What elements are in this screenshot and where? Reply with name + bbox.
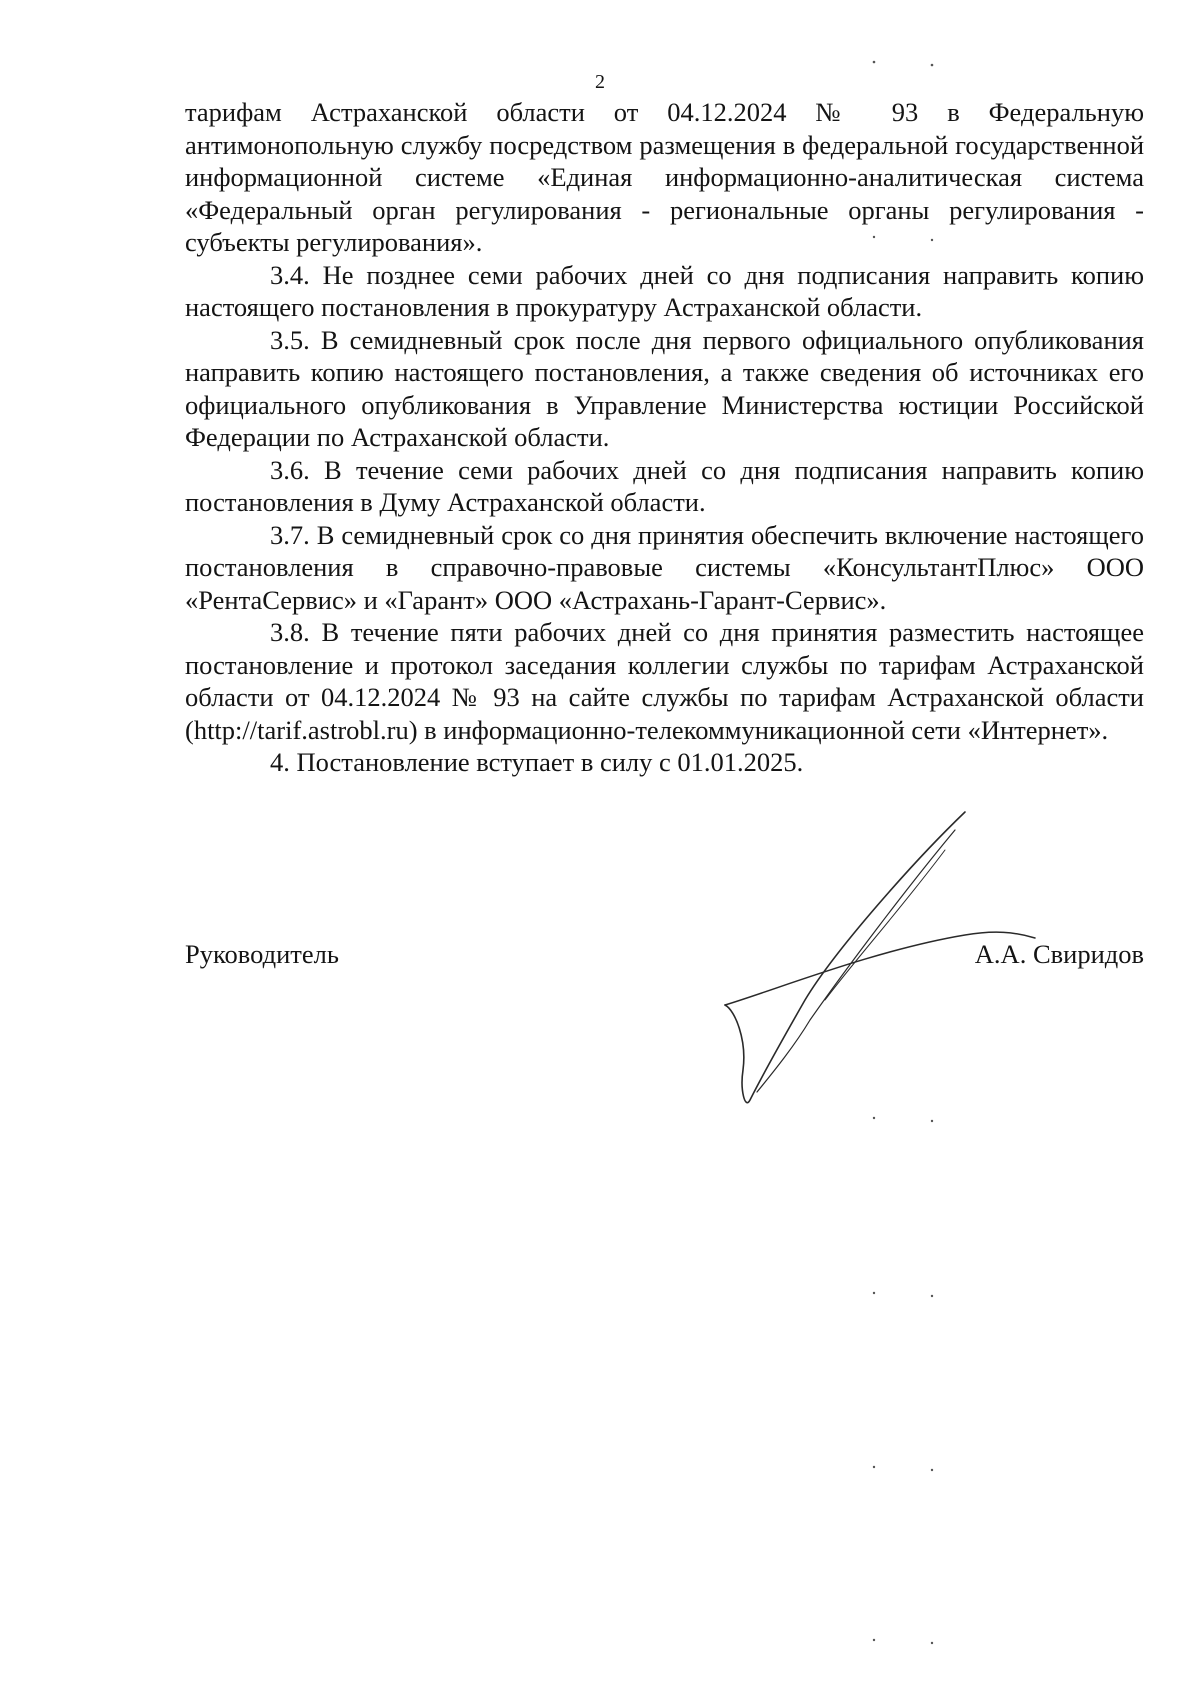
paragraph-4: 4. Постановление вступает в силу с 01.01.2025. (270, 747, 804, 777)
paragraph-3-4: 3.4. Не позднее семи рабочих дней со дня подписания направить копию настоящего постановления в прокуратуру Астраханской области. (185, 259, 1144, 322)
paragraph-continuation: тарифам Астраханской области от 04.12.2024 № 93 в Федеральную антимонопольную службу посредством размещения в федеральной государственной информационной системе «Единая информационно-аналитическая система «Федеральный орган регулирования - региональные органы регулирования - субъекты регулирования». (185, 97, 1144, 257)
signature-stroke-third (825, 850, 945, 1000)
signature-stroke-loop (725, 932, 1035, 1005)
paragraph-3-7: 3.7. В семидневный срок со дня принятия обеспечить включение настоящего постановления в справочно-правовые системы «КонсультантПлюс» ООО «РентаСервис» и «Гарант» ООО «Астрахань-Гарант-Сервис». (185, 519, 1144, 615)
handwritten-signature (715, 800, 1055, 1110)
paragraph-3-5: 3.5. В семидневный срок после дня первого официального опубликования направить копию настоящего постановления, а также сведения об источниках его официального опубликования в Управление Министерства юстиции Российской Федерации по Астраханской области. (185, 324, 1144, 452)
page-number: 2 (595, 71, 605, 93)
signatory-title: Руководитель (185, 939, 339, 969)
document-body (185, 96, 1144, 779)
paragraph-3-8: 3.8. В течение пяти рабочих дней со дня принятия разместить настоящее постановление и протокол заседания коллегии службы по тарифам Астраханской области от 04.12.2024 № 93 на сайте службы по тарифам Астраханской области (http://tarif.astrobl.ru) в информационно-телекоммуникационной сети «Интернет». (185, 617, 1144, 745)
signatory-name: А.А. Свиридов (974, 939, 1144, 969)
paragraph-3-6: 3.6. В течение семи рабочих дней со дня подписания направить копию постановления в Думу Астраханской области. (185, 454, 1144, 517)
signature-stroke-main (725, 812, 965, 1103)
